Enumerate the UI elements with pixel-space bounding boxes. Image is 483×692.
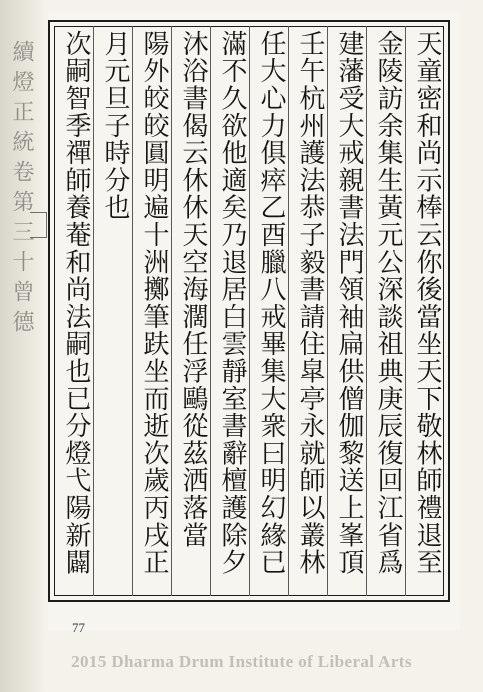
text-column-3: 建藩受大戒親書法門領袖扁供僧伽黎送上峯頂 [334, 30, 364, 576]
fishtail-mark [30, 212, 47, 238]
column-rule [288, 26, 289, 596]
column-rule [327, 26, 328, 596]
text-column-7: 沐浴書偈云休休天空海濶任浮鷗從茲洒落當 [178, 30, 208, 549]
adjacent-page-edge [0, 0, 46, 692]
column-rule [210, 26, 211, 596]
column-rule [249, 26, 250, 596]
column-rule [366, 26, 367, 596]
adjacent-page-margin-text: 續燈正統卷第三十曾德 [9, 40, 34, 340]
copyright-watermark: 2015 Dharma Drum Institute of Liberal Arts [71, 652, 412, 671]
page-number: 77 [72, 620, 85, 635]
text-column-1: 天童密和尚示棒云你後當坐天下敬林師禮退至 [412, 30, 442, 576]
text-column-2: 金陵訪余集生黃元公深談祖典庚辰復回江省爲 [373, 30, 403, 576]
text-column-10: 次嗣智季禪師養菴和尚法嗣也已分燈弋陽新闢 [61, 30, 91, 576]
column-rule [132, 26, 133, 596]
column-rule [405, 26, 406, 596]
text-column-5: 任大心力俱瘁乙酉臘八戒畢集大衆曰明幻緣已 [256, 30, 286, 576]
text-column-8: 陽外皎皎圓明遍十洲擲筆趺坐而逝次歲丙戌正 [139, 30, 169, 576]
text-column-9: 月元旦子時分也 [100, 30, 130, 222]
column-rule [171, 26, 172, 596]
column-rule [93, 26, 94, 596]
text-column-6: 滿不久欲他適矣乃退居白雲靜室書辭檀護除夕 [217, 30, 247, 576]
text-column-4: 壬午杭州護法恭子毅書請住皐亭永就師以叢林 [295, 30, 325, 576]
